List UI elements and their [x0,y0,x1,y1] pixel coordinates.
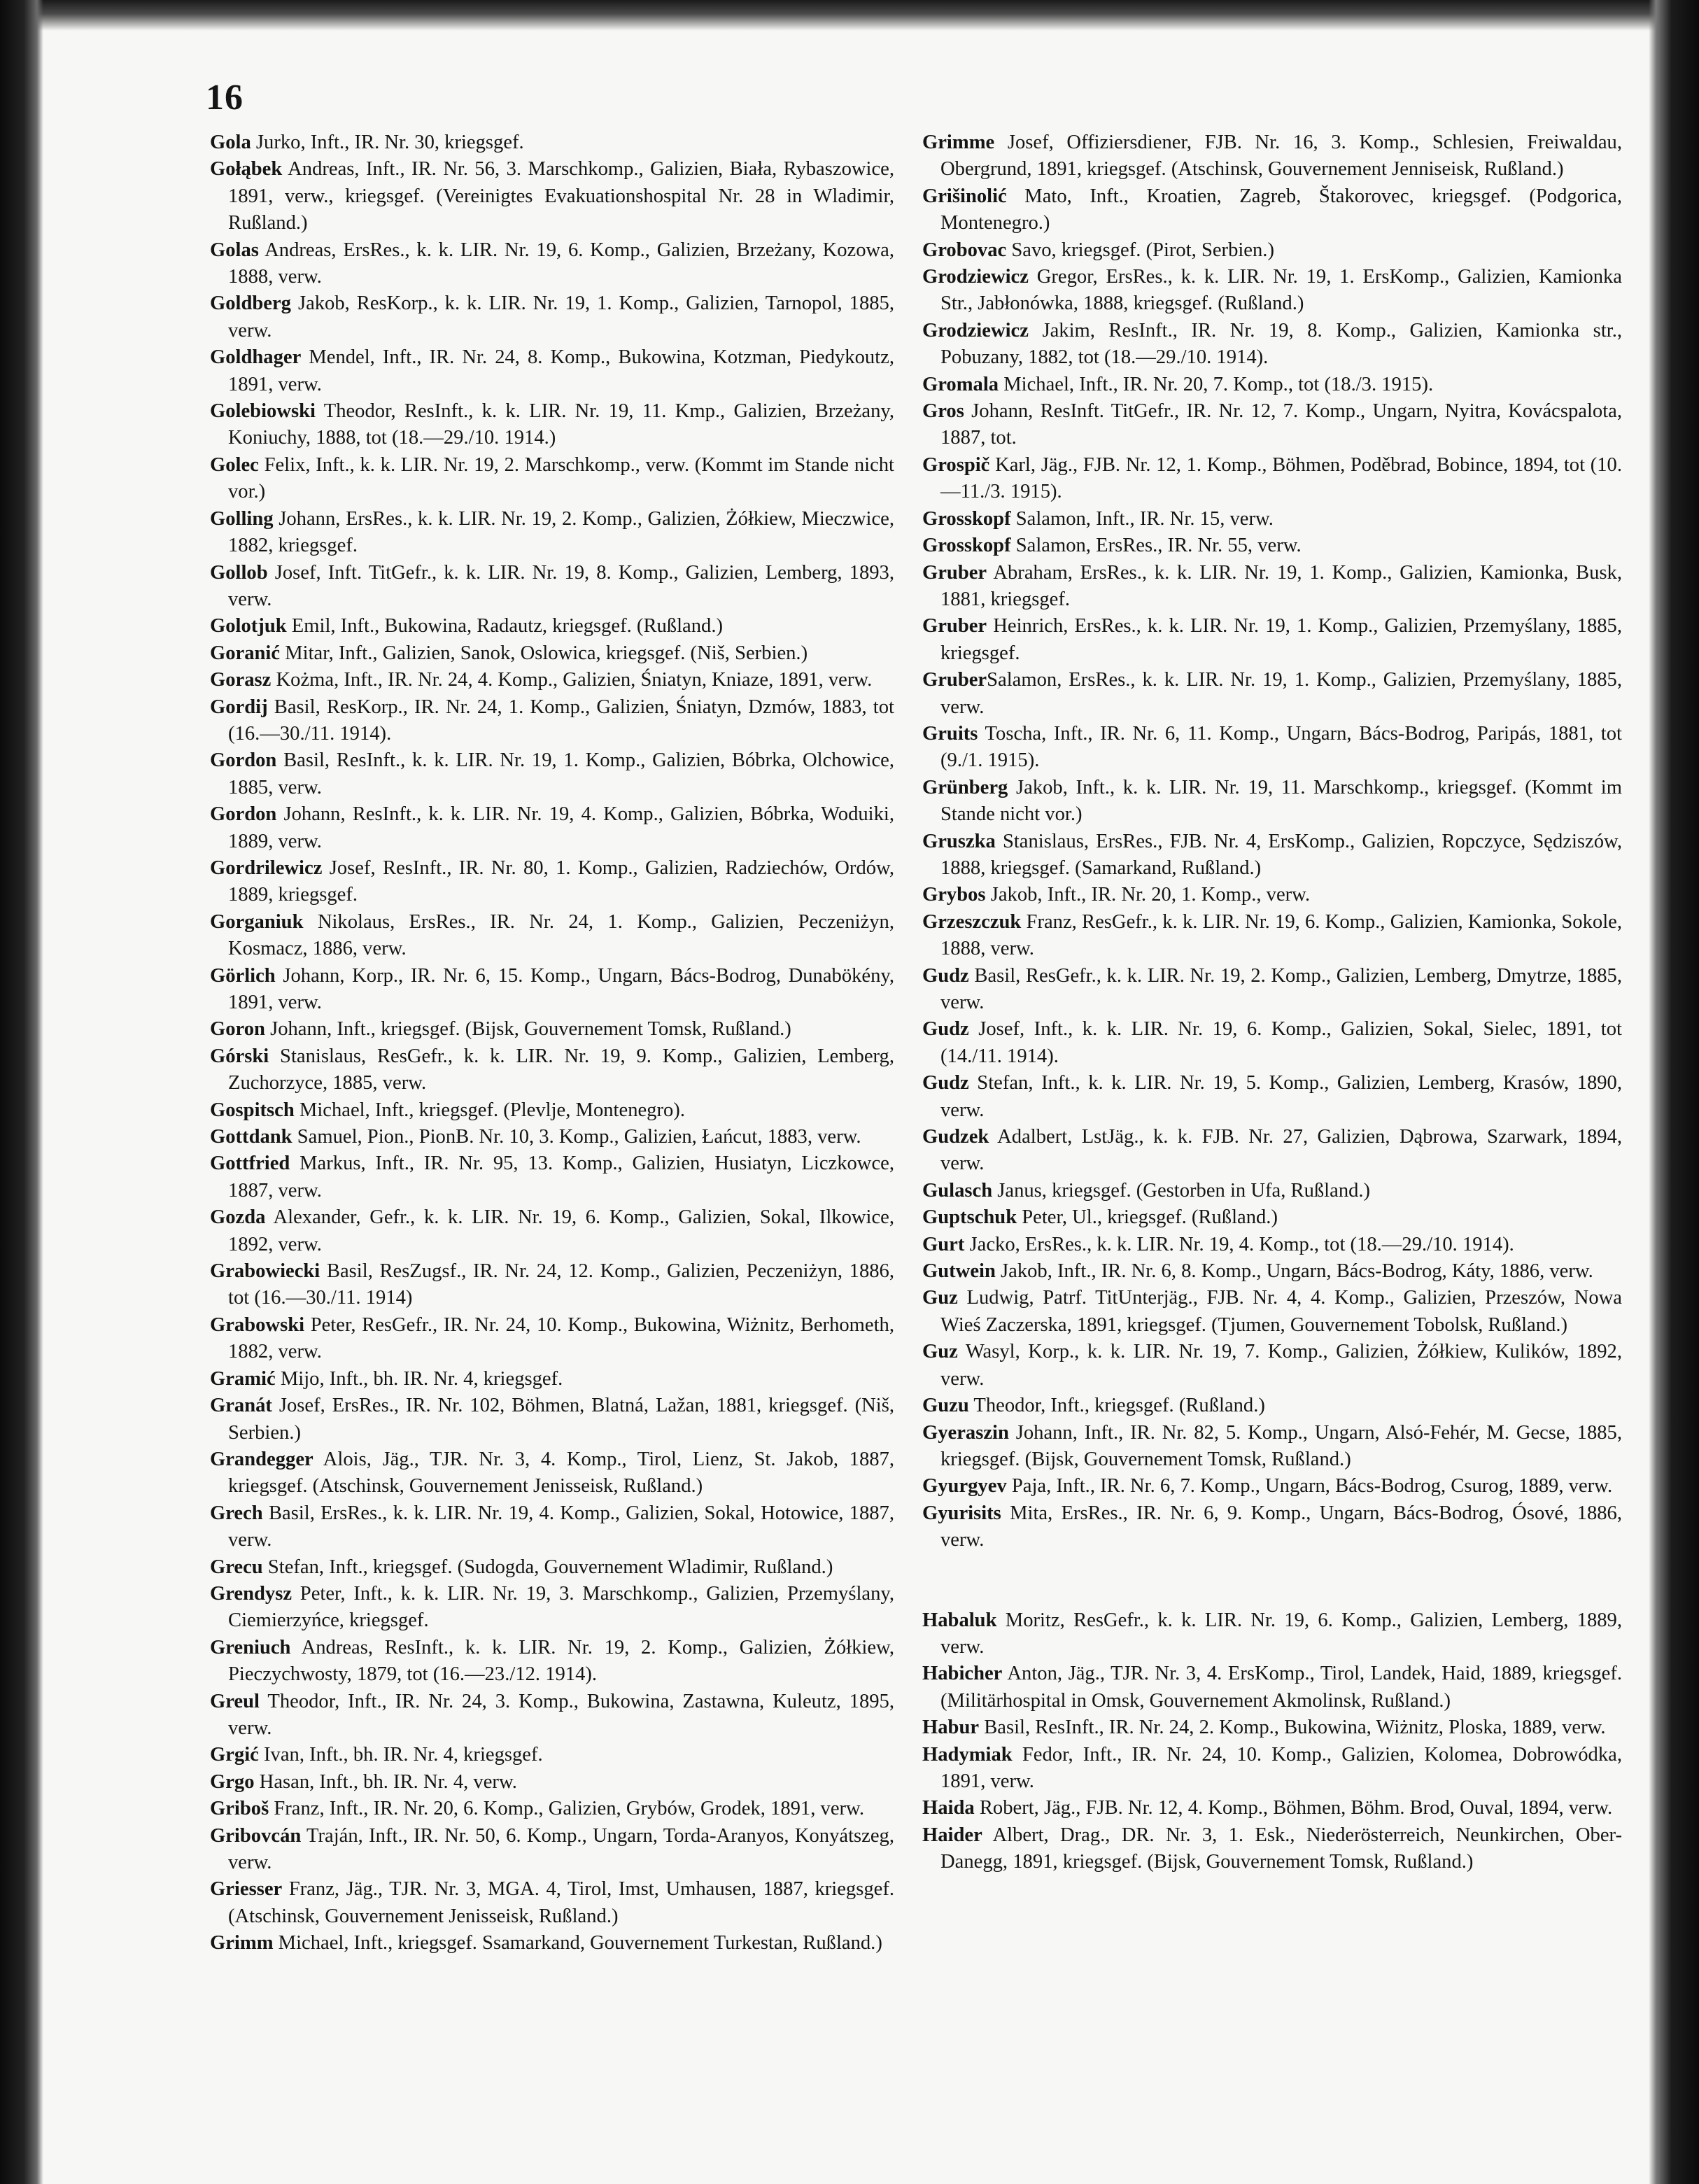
entry-details: Anton, Jäg., TJR. Nr. 3, 4. ErsKomp., Tirol, Landek, Haid, 1889, kriegsgef. (Militärhospital in Omsk, Gouvernement Akmolinsk, Rußland.) [940,1663,1622,1712]
entry-details: Hasan, Inft., bh. IR. Nr. 4, verw. [254,1770,517,1793]
register-entry [922,318,1622,372]
entry-surname: Gruits [922,722,978,745]
entry-surname: Grecu [210,1556,263,1578]
entry-details: Johann, Korp., IR. Nr. 6, 15. Komp., Ungarn, Bács-Bodrog, Dunabökény, 1891, verw. [228,964,894,1013]
register-entry [922,129,1622,183]
register-entry [922,1822,1622,1876]
register-entry [210,398,894,452]
register-entry [922,829,1622,882]
entry-details: Basil, ResKorp., IR. Nr. 24, 1. Komp., Galizien, Śniatyn, Dzmów, 1883, tot (16.—30./11. 1914). [228,696,894,745]
entry-details: Gregor, ErsRes., k. k. LIR. Nr. 19, 1. ErsKomp., Galizien, Kamionka Str., Jabłonówka, 1888, kriegsgef. (Rußland.) [940,266,1622,315]
entry-details: Salamon, ErsRes., IR. Nr. 55, verw. [1010,535,1302,557]
register-entry [922,1285,1622,1339]
entry-details: Andreas, Inft., IR. Nr. 56, 3. Marschkomp., Galizien, Biała, Rybaszowice, 1891, verw., kriegsgef. (Vereinigtes Evakuationshospital Nr. 28 in Wladimir, Rußland.) [228,158,894,234]
entry-details: Mijo, Inft., bh. IR. Nr. 4, kriegsgef. [275,1367,563,1390]
register-entry [210,694,894,748]
register-entry [210,1769,894,1796]
entry-surname: Górski [210,1045,269,1067]
scan-shadow-left [0,0,43,2184]
entry-details: Peter, Inft., k. k. LIR. Nr. 19, 3. Marschkomp., Galizien, Przemyślany, Ciemierzyńce, kriegsgef. [228,1582,894,1632]
entry-surname: Goldberg [210,293,291,315]
register-entry [922,1714,1622,1741]
register-entry [922,1204,1622,1231]
entry-details: Mita, ErsRes., IR. Nr. 6, 9. Komp., Ungarn, Bács-Bodrog, Ósové, 1886, verw. [940,1502,1622,1551]
entry-details: Felix, Inft., k. k. LIR. Nr. 19, 2. Marschkomp., verw. (Kommt im Stande nicht vor.) [228,453,894,503]
register-entry [922,1232,1622,1258]
entry-details: Johann, Inft., kriegsgef. (Bijsk, Gouvernement Tomsk, Rußland.) [265,1018,791,1041]
entry-surname: Gudz [922,1072,969,1094]
register-entry [922,1070,1622,1124]
right-column-g-entries [922,129,1622,1554]
register-entry [922,452,1622,506]
entry-surname: Griesser [210,1878,283,1901]
entry-surname: Gorasz [210,669,272,691]
entry-surname: Gozda [210,1206,266,1229]
register-entry [922,1258,1622,1285]
register-entry [922,1661,1622,1714]
entry-surname: Granát [210,1395,272,1417]
entry-details: Fedor, Inft., IR. Nr. 24, 10. Komp., Galizien, Kolomea, Dobrowódka, 1891, verw. [940,1743,1622,1792]
register-entry [922,1124,1622,1178]
register-entry [210,1043,894,1097]
register-entry [922,237,1622,264]
entry-details: Ludwig, Patrf. TitUnterjäg., FJB. Nr. 4, 4. Komp., Galizien, Przeszów, Nowa Wieś Zaczerska, 1891, kriegsgef. (Tjumen, Gouvernement Tobolsk, Rußland.) [940,1287,1622,1336]
register-entry [210,506,894,560]
entry-details: Jakob, Inft., IR. Nr. 6, 8. Komp., Ungarn, Bács-Bodrog, Káty, 1886, verw. [995,1260,1593,1283]
entry-surname: Gruber [922,669,987,691]
register-entry [210,640,894,667]
entry-surname: Gruber [922,561,987,584]
entry-details: Peter, Ul., kriegsgef. (Rußland.) [1017,1206,1278,1229]
entry-details: Johann, ErsRes., k. k. LIR. Nr. 19, 2. Komp., Galizien, Żółkiew, Mieczwice, 1882, kriegsgef. [228,507,894,557]
entry-surname: Haida [922,1797,975,1819]
entry-details: Franz, Inft., IR. Nr. 20, 6. Komp., Galizien, Grybów, Grodek, 1891, verw. [269,1798,864,1820]
entry-surname: Gruszka [922,830,996,852]
register-entry [210,1366,894,1393]
register-entry [210,1796,894,1822]
entry-surname: Gurt [922,1233,965,1255]
entry-details: Jacko, ErsRes., k. k. LIR. Nr. 19, 4. Komp., tot (18.—29./10. 1914). [964,1233,1514,1255]
register-entry [922,560,1622,614]
register-entry [210,1446,894,1500]
register-entry [210,344,894,398]
register-entry [210,560,894,614]
entry-details: Theodor, Inft., kriegsgef. (Rußland.) [968,1395,1265,1417]
register-entry [922,1607,1622,1661]
entry-details: Albert, Drag., DR. Nr. 3, 1. Esk., Niederösterreich, Neunkirchen, Ober-Danegg, 1891, kriegsgef. (Bijsk, Gouvernement Tomsk, Rußland.) [940,1824,1622,1873]
register-entry [922,1795,1622,1822]
entry-surname: Guz [922,1287,958,1309]
entry-details: Markus, Inft., IR. Nr. 95, 13. Komp., Galizien, Husiatyn, Liczkowce, 1887, verw. [228,1153,894,1202]
register-entry [922,613,1622,667]
entry-surname: Greul [210,1690,260,1712]
entry-surname: Golebiowski [210,400,316,423]
entry-surname: Grünberg [922,776,1008,798]
entry-surname: Grimme [922,132,995,153]
entry-surname: Gramić [210,1367,276,1390]
register-entry [922,1500,1622,1554]
scan-shadow-top [0,0,1699,31]
register-entry [210,963,894,1017]
register-entry [922,667,1622,721]
entry-details: Salamon, Inft., IR. Nr. 15, verw. [1010,507,1274,530]
register-entry [922,183,1622,237]
entry-details: Alexander, Gefr., k. k. LIR. Nr. 19, 6. Komp., Galizien, Sokal, Ilkowice, 1892, verw. [228,1206,894,1255]
entry-details: Abraham, ErsRes., k. k. LIR. Nr. 19, 1. Komp., Galizien, Kamionka, Busk, 1881, kriegsgef. [940,561,1622,610]
section-gap [922,1554,1622,1607]
entry-details: Wasyl, Korp., k. k. LIR. Nr. 19, 7. Komp., Galizien, Żółkiew, Kulików, 1892, verw. [940,1341,1622,1390]
entry-details: Stefan, Inft., k. k. LIR. Nr. 19, 5. Komp., Galizien, Lemberg, Krasów, 1890, verw. [940,1072,1622,1121]
register-entry [922,721,1622,775]
register-entry [210,1393,894,1446]
entry-surname: Gros [922,400,964,423]
entry-details: Basil, ResZugsf., IR. Nr. 24, 12. Komp., Galizien, Peczeniżyn, 1886, tot (16.—30./11. 1914) [228,1260,894,1309]
entry-details: Josef, ErsRes., IR. Nr. 102, Böhmen, Blatná, Lažan, 1881, kriegsgef. (Niš, Serbien.) [228,1395,894,1444]
entry-details: Moritz, ResGefr., k. k. LIR. Nr. 19, 6. Komp., Galizien, Lemberg, 1889, verw. [940,1609,1622,1658]
entry-surname: Hadymiak [922,1743,1013,1766]
entry-details: Stanislaus, ErsRes., FJB. Nr. 4, ErsKomp., Galizien, Ropczyce, Sędziszów, 1888, kriegsgef. (Samarkand, Rußland.) [940,830,1622,879]
entry-surname: Habaluk [922,1609,997,1631]
entry-details: Adalbert, LstJäg., k. k. FJB. Nr. 27, Galizien, Dąbrowa, Szarwark, 1894, verw. [940,1126,1622,1175]
entry-surname: Goron [210,1018,265,1041]
entry-surname: Gołąbek [210,158,283,181]
entry-surname: Gordon [210,803,277,826]
register-entry [210,290,894,344]
entry-details: Theodor, Inft., IR. Nr. 24, 3. Komp., Bukowina, Zastawna, Kuleutz, 1895, verw. [228,1690,894,1739]
register-entry [210,1554,894,1581]
entry-surname: Habicher [922,1663,1003,1685]
entry-surname: Grech [210,1502,263,1524]
entry-surname: Guptschuk [922,1206,1017,1229]
entry-surname: Guz [922,1341,958,1363]
entry-surname: Gottdank [210,1126,292,1148]
register-entry [210,1016,894,1043]
register-entry [210,1635,894,1689]
entry-details: Jakob, Inft., k. k. LIR. Nr. 19, 11. Marschkomp., kriegsgef. (Kommt im Stande nicht vor.) [940,776,1622,826]
register-entry [210,1124,894,1150]
register-entry [922,264,1622,318]
register-entry [210,613,894,640]
register-entry [210,1742,894,1768]
entry-details: Theodor, ResInft., k. k. LIR. Nr. 19, 11. Kmp., Galizien, Brzeżany, Koniuchy, 1888, tot (18.—29./10. 1914.) [228,400,894,449]
entry-surname: Gribovcán [210,1824,302,1847]
entry-details: Jakim, ResInft., IR. Nr. 19, 8. Komp., Galizien, Kamionka str., Pobuzany, 1882, tot (18.—29./10. 1914). [940,319,1622,369]
entry-surname: Grgić [210,1744,259,1766]
entry-details: Karl, Jäg., FJB. Nr. 12, 1. Komp., Böhmen, Poděbrad, Bobince, 1894, tot (10.—11./3. 1915). [940,453,1622,503]
entry-surname: Grodziewicz [922,266,1029,288]
entry-surname: Grandegger [210,1448,313,1470]
entry-surname: Grybos [922,884,986,906]
entry-surname: Gollob [210,561,268,584]
entry-surname: Grabowski [210,1313,305,1336]
left-column [210,129,894,1957]
entry-details: Josef, Inft. TitGefr., k. k. LIR. Nr. 19, 8. Komp., Galizien, Lemberg, 1893, verw. [228,561,894,610]
entry-details: Ivan, Inft., bh. IR. Nr. 4, kriegsgef. [258,1744,543,1766]
entry-details: Mitar, Inft., Galizien, Sanok, Oslowica, kriegsgef. (Niš, Serbien.) [280,642,808,664]
entry-surname: Gyeraszin [922,1421,1009,1444]
entry-details: Traján, Inft., IR. Nr. 50, 6. Komp., Ungarn, Torda-Aranyos, Konyátszeg, verw. [228,1824,894,1873]
right-column [922,129,1622,1876]
entry-surname: Greniuch [210,1636,291,1658]
entry-surname: Gutwein [922,1260,996,1283]
entry-details: Jakob, ResKorp., k. k. LIR. Nr. 19, 1. Komp., Galizien, Tarnopol, 1885, verw. [228,293,894,341]
register-entry [210,1689,894,1742]
entry-surname: Grobovac [922,239,1007,261]
entry-details: Mendel, Inft., IR. Nr. 24, 8. Komp., Bukowina, Kotzman, Piedykoutz, 1891, verw. [228,346,894,395]
entry-details: Peter, ResGefr., IR. Nr. 24, 10. Komp., Bukowina, Wiżnitz, Berhometh, 1882, verw. [228,1313,894,1363]
entry-surname: Gola [210,132,251,153]
entry-details: Jurko, Inft., IR. Nr. 30, kriegsgef. [251,132,524,153]
register-entry [210,1204,894,1258]
scan-shadow-right [1649,0,1699,2184]
register-entry [922,963,1622,1017]
entry-surname: Grendysz [210,1582,292,1605]
register-entry [210,1581,894,1635]
register-entry [210,747,894,801]
entry-surname: Grospič [922,453,990,476]
entry-surname: Grodziewicz [922,319,1029,341]
entry-details: Savo, kriegsgef. (Pirot, Serbien.) [1006,239,1274,261]
register-entry [210,909,894,963]
entry-details: Basil, ResInft., IR. Nr. 24, 2. Komp., Bukowina, Wiżnitz, Ploska, 1889, verw. [979,1717,1606,1739]
register-entry [922,882,1622,908]
entry-details: Kożma, Inft., IR. Nr. 24, 4. Komp., Galizien, Śniatyn, Kniaze, 1891, verw. [271,669,873,691]
entry-details: Nikolaus, ErsRes., IR. Nr. 24, 1. Komp., Galizien, Peczeniżyn, Kosmacz, 1886, verw. [228,910,894,960]
entry-details: Basil, ResInft., k. k. LIR. Nr. 19, 1. Komp., Galizien, Bóbrka, Olchowice, 1885, verw. [228,749,894,798]
entry-details: Basil, ResGefr., k. k. LIR. Nr. 19, 2. Komp., Galizien, Lemberg, Dmytrze, 1885, verw. [940,964,1622,1013]
entry-surname: Grišinolić [922,185,1007,207]
register-entry [922,1420,1622,1474]
register-entry [210,1500,894,1554]
entry-details: Andreas, ResInft., k. k. LIR. Nr. 19, 2. Komp., Galizien, Żółkiew, Pieczychwosty, 1879, tot (16.—23./12. 1914). [228,1636,894,1686]
entry-surname: Grabowiecki [210,1260,320,1283]
entry-surname: Grosskopf [922,507,1011,530]
entry-details: Michael, Inft., kriegsgef. (Plevlje, Montenegro). [294,1099,685,1121]
right-column-h-entries [922,1607,1622,1876]
entry-details: Michael, Inft., IR. Nr. 20, 7. Komp., tot (18./3. 1915). [999,373,1434,395]
register-entry [210,1097,894,1124]
entry-surname: Gudz [922,964,969,987]
register-entry [210,1823,894,1877]
entry-surname: Gyurgyev [922,1475,1007,1498]
entry-details: Mato, Inft., Kroatien, Zagreb, Štakorovec, kriegsgef. (Podgorica, Montenegro.) [940,185,1622,234]
entry-details: Stanislaus, ResGefr., k. k. LIR. Nr. 19, 9. Komp., Galizien, Lemberg, Zuchorzyce, 1885, verw. [228,1045,894,1094]
entry-surname: Griboš [210,1798,269,1820]
register-entry [210,1876,894,1930]
entry-surname: Gordij [210,696,268,718]
entry-surname: Görlich [210,964,276,987]
register-entry [210,1258,894,1312]
entry-surname: Golotjuk [210,615,287,637]
register-entry [922,1742,1622,1796]
entry-details: Johann, ResInft. TitGefr., IR. Nr. 12, 7. Komp., Ungarn, Nyitra, Kovácspalota, 1887, tot. [940,400,1622,449]
register-entry [210,667,894,693]
entry-surname: Goranić [210,642,281,664]
register-entry [210,1150,894,1204]
entry-details: Franz, Jäg., TJR. Nr. 3, MGA. 4, Tirol, Imst, Umhausen, 1887, kriegsgef. (Atschinsk, Gouvernement Jenisseisk, Rußland.) [228,1878,894,1927]
entry-details: Salamon, ErsRes., k. k. LIR. Nr. 19, 1. Komp., Galizien, Przemyślany, 1885, verw. [940,669,1622,718]
entry-details: Jakob, Inft., IR. Nr. 20, 1. Komp., verw. [985,884,1311,906]
entry-surname: Grgo [210,1770,255,1793]
register-entry [210,1930,894,1957]
register-entry [210,452,894,506]
entry-details: Johann, ResInft., k. k. LIR. Nr. 19, 4. Komp., Galizien, Bóbrka, Woduiki, 1889, verw. [228,803,894,852]
entry-details: Alois, Jäg., TJR. Nr. 3, 4. Komp., Tirol, Lienz, St. Jakob, 1887, kriegsgef. (Atschinsk, Gouvernement Jenisseisk, Rußland.) [228,1448,894,1498]
register-entry [922,1393,1622,1419]
register-entry [922,1339,1622,1393]
entry-details: Samuel, Pion., PionB. Nr. 10, 3. Komp., Galizien, Łańcut, 1883, verw. [292,1126,861,1148]
entry-surname: Gudzek [922,1126,989,1148]
entry-details: Johann, Inft., IR. Nr. 82, 5. Komp., Ungarn, Alsó-Fehér, M. Gecse, 1885, kriegsgef. (Bijsk, Gouvernement Tomsk, Rußland.) [940,1421,1622,1470]
entry-details: Josef, Inft., k. k. LIR. Nr. 19, 6. Komp., Galizien, Sokal, Sielec, 1891, tot (14./11. 1914). [940,1018,1622,1067]
register-entry [210,237,894,291]
register-entry [210,129,894,156]
entry-details: Josef, ResInft., IR. Nr. 80, 1. Komp., Galizien, Radziechów, Ordów, 1889, kriegsgef. [228,857,894,906]
entry-details: Basil, ErsRes., k. k. LIR. Nr. 19, 4. Komp., Galizien, Sokal, Hotowice, 1887, verw. [228,1502,894,1551]
entry-surname: Gudz [922,1018,969,1041]
entry-surname: Haider [922,1824,982,1846]
entry-details: Janus, kriegsgef. (Gestorben in Ufa, Rußland.) [992,1179,1371,1202]
register-entry [922,1178,1622,1204]
entry-surname: Grosskopf [922,535,1011,557]
entry-surname: Golec [210,453,259,476]
register-entry [210,801,894,855]
entry-details: Paja, Inft., IR. Nr. 6, 7. Komp., Ungarn, Bács-Bodrog, Csurog, 1889, verw. [1006,1475,1613,1498]
register-entry [210,1312,894,1366]
entry-surname: Gorganiuk [210,910,304,933]
register-entry [210,156,894,237]
entry-surname: Golling [210,507,274,530]
entry-details: Michael, Inft., kriegsgef. Ssamarkand, Gouvernement Turkestan, Rußland.) [273,1932,882,1954]
entry-surname: Golas [210,239,259,261]
entry-surname: Goldhager [210,346,302,369]
page-number: 16 [206,78,244,118]
entry-surname: Guzu [922,1395,969,1417]
register-entry [922,775,1622,829]
register-entry [922,1473,1622,1500]
entry-surname: Gulasch [922,1179,993,1202]
entry-details: Emil, Inft., Bukowina, Radautz, kriegsgef. (Rußland.) [286,615,724,637]
entry-details: Heinrich, ErsRes., k. k. LIR. Nr. 19, 1. Komp., Galizien, Przemyślany, 1885, kriegsgef. [940,615,1622,664]
entry-details: Josef, Offiziersdiener, FJB. Nr. 16, 3. Komp., Schlesien, Freiwaldau, Obergrund, 1891, kriegsgef. (Atschinsk, Gouvernement Jenniseisk, Rußland.) [940,132,1622,181]
entry-surname: Gruber [922,615,987,637]
register-entry [922,372,1622,398]
register-entry [210,855,894,909]
register-entry [922,909,1622,963]
entry-surname: Gordon [210,749,277,772]
entry-surname: Habur [922,1717,980,1739]
entry-surname: Gordrilewicz [210,857,323,879]
register-entry [922,1016,1622,1070]
entry-details: Franz, ResGefr., k. k. LIR. Nr. 19, 6. Komp., Galizien, Kamionka, Sokole, 1888, verw. [940,910,1622,960]
entry-details: Andreas, ErsRes., k. k. LIR. Nr. 19, 6. Komp., Galizien, Brzeżany, Kozowa, 1888, verw. [228,239,894,288]
entry-surname: Gospitsch [210,1099,295,1121]
entry-surname: Gottfried [210,1153,290,1175]
entry-surname: Gromala [922,373,999,395]
entry-details: Toscha, Inft., IR. Nr. 6, 11. Komp., Ungarn, Bács-Bodrog, Paripás, 1881, tot (9./1. 1915). [940,722,1622,772]
entry-details: Stefan, Inft., kriegsgef. (Sudogda, Gouvernement Wladimir, Rußland.) [262,1556,833,1578]
entry-surname: Gyurisits [922,1502,1001,1524]
entry-surname: Grzeszczuk [922,910,1022,933]
register-entry [922,506,1622,533]
entry-details: Robert, Jäg., FJB. Nr. 12, 4. Komp., Böhmen, Böhm. Brod, Ouval, 1894, verw. [974,1797,1613,1819]
register-entry [922,398,1622,452]
entry-surname: Grimm [210,1932,274,1954]
register-entry [922,533,1622,559]
